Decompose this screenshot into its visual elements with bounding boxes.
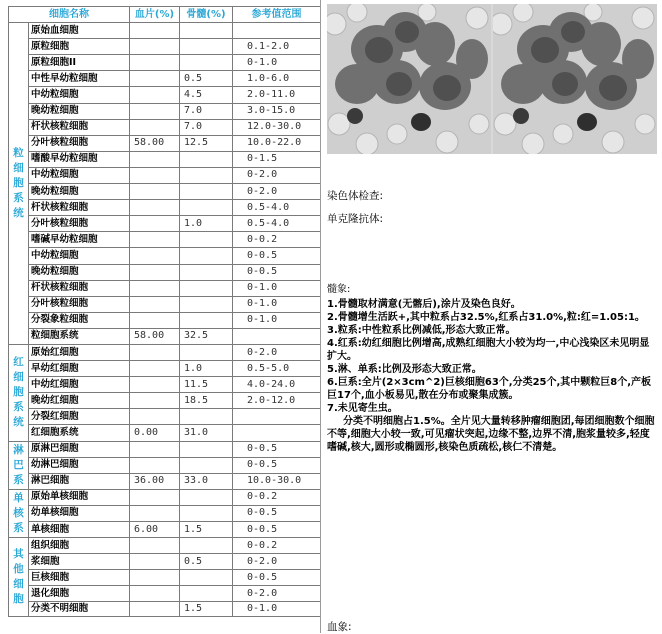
cell-name: 晚幼粒细胞: [29, 264, 130, 280]
table-row: [9, 248, 321, 264]
table-row: [9, 570, 321, 586]
cell-reference-range: 10.0-30.0: [233, 473, 321, 489]
cell-reference-range: 0-0.2: [233, 489, 321, 505]
micrograph-image-right: [493, 4, 657, 154]
cell-marrow-percent: [180, 39, 233, 55]
table-row: [9, 264, 321, 280]
cell-name: 分裂红细胞: [29, 409, 130, 425]
chromosome-exam-label: 染色体检查:: [327, 190, 384, 202]
cell-blood-percent: [130, 505, 180, 521]
cell-name: 分叶核粒细胞: [29, 216, 130, 232]
cell-marrow-percent: [180, 586, 233, 602]
cell-reference-range: 12.0-30.0: [233, 119, 321, 135]
finding-item: 7.未见寄生虫。: [327, 403, 398, 414]
cell-reference-range: 0-0.5: [233, 264, 321, 280]
cell-name: 原始单核细胞: [29, 489, 130, 505]
cell-reference-range: 0-0.2: [233, 538, 321, 554]
cell-marrow-percent: [180, 570, 233, 586]
cell-blood-percent: 36.00: [130, 473, 180, 489]
header-blood-percent: 血片(%): [130, 7, 180, 23]
cell-name: 中性早幼粒细胞: [29, 71, 130, 87]
cell-marrow-percent: [180, 23, 233, 39]
cell-marrow-percent: [180, 280, 233, 296]
report-right-panel: [320, 0, 662, 633]
table-row: [9, 393, 321, 409]
cell-marrow-percent: 1.5: [180, 602, 233, 617]
cell-blood-percent: 6.00: [130, 522, 180, 538]
cell-marrow-percent: [180, 441, 233, 457]
cell-blood-percent: 58.00: [130, 328, 180, 344]
table-row: [9, 489, 321, 505]
cell-marrow-percent: 31.0: [180, 425, 233, 441]
cell-blood-percent: [130, 232, 180, 248]
cell-reference-range: 0-2.0: [233, 554, 321, 570]
cell-name: 分叶核粒细胞: [29, 135, 130, 151]
cell-blood-percent: [130, 55, 180, 71]
cell-name: 分裂象粒细胞: [29, 312, 130, 328]
finding-item: 2.骨髓增生活跃+,其中粒系占32.5%,红系占31.0%,粒:红=1.05:1。: [327, 312, 645, 323]
cell-blood-percent: [130, 103, 180, 119]
cell-blood-percent: [130, 538, 180, 554]
cell-marrow-percent: [180, 489, 233, 505]
table-row: [9, 328, 321, 344]
cell-name: 早幼红细胞: [29, 361, 130, 377]
cell-blood-percent: 58.00: [130, 135, 180, 151]
table-row: [9, 361, 321, 377]
cell-reference-range: 0.5-5.0: [233, 361, 321, 377]
table-row: [9, 280, 321, 296]
finding-summary: 分类不明细胞占1.5%。全片见大量转移肿瘤细胞团,每团细胞数个细胞不等,细胞大小较一致,可见瘤状突起,边缘不整,边界不清,胞浆量较多,轻度嗜碱,核大,圆形或椭圆形,核染色质疏松,核仁不清楚。: [327, 416, 655, 453]
cell-blood-percent: [130, 393, 180, 409]
cell-blood-percent: [130, 409, 180, 425]
table-row: [9, 296, 321, 312]
cell-name: 分类不明细胞: [29, 602, 130, 617]
cell-name: 中幼红细胞: [29, 377, 130, 393]
finding-item: 1.骨髓取材满意(无髂后),涂片及染色良好。: [327, 299, 521, 310]
table-row: [9, 71, 321, 87]
table-row: [9, 151, 321, 167]
bone-marrow-micrographs: [327, 4, 657, 154]
cell-name: 粒细胞系统: [29, 328, 130, 344]
cell-blood-percent: [130, 71, 180, 87]
table-row: [9, 216, 321, 232]
cell-reference-range: 0-1.0: [233, 55, 321, 71]
blood-picture-label: 血象:: [327, 621, 352, 633]
cell-reference-range: 2.0-12.0: [233, 393, 321, 409]
cell-name: 原始血细胞: [29, 23, 130, 39]
cell-count-table: [8, 6, 321, 617]
cell-name: 中幼粒细胞: [29, 167, 130, 183]
cell-marrow-percent: [180, 167, 233, 183]
cell-reference-range: 0.1-2.0: [233, 39, 321, 55]
cell-name: 嗜酸早幼粒细胞: [29, 151, 130, 167]
table-row: [9, 135, 321, 151]
cell-blood-percent: [130, 312, 180, 328]
cell-blood-percent: 0.00: [130, 425, 180, 441]
cell-reference-range: [233, 328, 321, 344]
monoclonal-antibody-label: 单克隆抗体:: [327, 213, 384, 225]
cell-marrow-percent: 7.0: [180, 103, 233, 119]
table-row: [9, 473, 321, 489]
cell-marrow-percent: [180, 505, 233, 521]
cell-blood-percent: [130, 280, 180, 296]
cell-reference-range: 2.0-11.0: [233, 87, 321, 103]
cell-name: 原始红细胞: [29, 344, 130, 360]
cell-blood-percent: [130, 216, 180, 232]
cell-blood-percent: [130, 151, 180, 167]
cell-reference-range: 0-1.0: [233, 280, 321, 296]
cell-marrow-percent: 0.5: [180, 71, 233, 87]
cell-reference-range: 0-1.0: [233, 602, 321, 617]
table-row: [9, 200, 321, 216]
header-marrow-percent: 骨髓(%): [180, 7, 233, 23]
cell-blood-percent: [130, 200, 180, 216]
cell-reference-range: 4.0-24.0: [233, 377, 321, 393]
cell-marrow-percent: 4.5: [180, 87, 233, 103]
table-row: [9, 522, 321, 538]
cell-marrow-percent: 7.0: [180, 119, 233, 135]
cell-reference-range: 0-1.5: [233, 151, 321, 167]
group-label-granulocyte: 粒 细 胞 系 统: [9, 23, 29, 345]
cell-reference-range: 10.0-22.0: [233, 135, 321, 151]
cell-name: 杆状核粒细胞: [29, 119, 130, 135]
cell-reference-range: 3.0-15.0: [233, 103, 321, 119]
cell-name: 幼淋巴细胞: [29, 457, 130, 473]
cell-blood-percent: [130, 457, 180, 473]
cell-blood-percent: [130, 377, 180, 393]
cell-marrow-percent: [180, 55, 233, 71]
cell-blood-percent: [130, 586, 180, 602]
cell-name: 淋巴细胞: [29, 473, 130, 489]
cell-marrow-percent: 33.0: [180, 473, 233, 489]
cell-marrow-percent: [180, 264, 233, 280]
table-row: [9, 87, 321, 103]
cell-name: 分叶核粒细胞: [29, 296, 130, 312]
cell-marrow-percent: [180, 344, 233, 360]
finding-item: 4.红系:幼红细胞比例增高,成熟红细胞大小较为均一,中心浅染区未见明显扩大。: [327, 338, 650, 362]
cell-reference-range: 0-0.2: [233, 232, 321, 248]
cell-blood-percent: [130, 441, 180, 457]
table-row: [9, 184, 321, 200]
cell-marrow-percent: [180, 151, 233, 167]
cell-marrow-percent: [180, 184, 233, 200]
cell-reference-range: 0-2.0: [233, 184, 321, 200]
cell-reference-range: 0-1.0: [233, 296, 321, 312]
group-label-erythroid: 红 细 胞 系 统: [9, 344, 29, 441]
cell-name: 退化细胞: [29, 586, 130, 602]
micrograph-image-left: [327, 4, 491, 154]
cell-blood-percent: [130, 167, 180, 183]
table-header-row: [9, 7, 321, 23]
cell-name: 巨核细胞: [29, 570, 130, 586]
cell-name: 红细胞系统: [29, 425, 130, 441]
marrow-findings: [327, 283, 657, 454]
cell-marrow-percent: 1.5: [180, 522, 233, 538]
cell-reference-range: [233, 409, 321, 425]
table-row: [9, 425, 321, 441]
table-row: [9, 554, 321, 570]
cell-reference-range: 0-0.5: [233, 570, 321, 586]
table-row: [9, 377, 321, 393]
cell-reference-range: 0-2.0: [233, 586, 321, 602]
table-row: [9, 103, 321, 119]
cell-reference-range: 0-0.5: [233, 441, 321, 457]
cell-marrow-percent: 12.5: [180, 135, 233, 151]
cell-reference-range: [233, 425, 321, 441]
cell-blood-percent: [130, 23, 180, 39]
cell-blood-percent: [130, 248, 180, 264]
cell-name: 晚幼粒细胞: [29, 103, 130, 119]
cell-name: 杆状核粒细胞: [29, 280, 130, 296]
cell-marrow-percent: [180, 312, 233, 328]
table-row: [9, 602, 321, 617]
table-row: [9, 23, 321, 39]
cell-marrow-percent: [180, 538, 233, 554]
table-row: [9, 586, 321, 602]
cell-name: 晚幼粒细胞: [29, 184, 130, 200]
cell-reference-range: 0-0.5: [233, 522, 321, 538]
cell-name: 晚幼红细胞: [29, 393, 130, 409]
cell-blood-percent: [130, 87, 180, 103]
group-label-lymphoid: 淋 巴 系: [9, 441, 29, 489]
cell-marrow-percent: [180, 457, 233, 473]
table-row: [9, 232, 321, 248]
table-row: [9, 119, 321, 135]
finding-item: 3.粒系:中性粒系比例减低,形态大致正常。: [327, 325, 516, 336]
cell-name: 嗜碱早幼粒细胞: [29, 232, 130, 248]
cell-marrow-percent: [180, 200, 233, 216]
cell-name: 浆细胞: [29, 554, 130, 570]
table-row: [9, 457, 321, 473]
cell-reference-range: [233, 23, 321, 39]
cell-blood-percent: [130, 570, 180, 586]
header-cell-name: 细胞名称: [9, 7, 130, 23]
cell-blood-percent: [130, 39, 180, 55]
cell-marrow-percent: [180, 296, 233, 312]
cell-name: 原粒细胞II: [29, 55, 130, 71]
cell-marrow-percent: 32.5: [180, 328, 233, 344]
cell-name: 组织细胞: [29, 538, 130, 554]
cell-blood-percent: [130, 119, 180, 135]
cell-name: 原淋巴细胞: [29, 441, 130, 457]
cell-marrow-percent: 11.5: [180, 377, 233, 393]
table-row: [9, 505, 321, 521]
cell-reference-range: 0-0.5: [233, 248, 321, 264]
cell-name: 杆状核粒细胞: [29, 200, 130, 216]
cell-reference-range: 0-0.5: [233, 505, 321, 521]
cell-reference-range: 0.5-4.0: [233, 216, 321, 232]
cell-name: 中幼粒细胞: [29, 248, 130, 264]
cell-blood-percent: [130, 361, 180, 377]
cell-reference-range: 0-2.0: [233, 167, 321, 183]
cell-marrow-percent: [180, 232, 233, 248]
cell-blood-percent: [130, 554, 180, 570]
table-row: [9, 167, 321, 183]
cell-name: 单核细胞: [29, 522, 130, 538]
cell-reference-range: 1.0-6.0: [233, 71, 321, 87]
cell-marrow-percent: 18.5: [180, 393, 233, 409]
cell-blood-percent: [130, 264, 180, 280]
cell-marrow-percent: [180, 248, 233, 264]
table-row: [9, 55, 321, 71]
table-row: [9, 409, 321, 425]
cell-name: 中幼粒细胞: [29, 87, 130, 103]
cell-reference-range: 0-2.0: [233, 344, 321, 360]
header-reference-range: 参考值范围: [233, 7, 321, 23]
cell-reference-range: 0.5-4.0: [233, 200, 321, 216]
finding-item: 6.巨系:全片(2×3cm^2)巨核细胞63个,分类25个,其中颗粒巨8个,产板巨17个,血小板易见,散在分布或聚集成簇。: [327, 377, 652, 401]
cell-reference-range: 0-1.0: [233, 312, 321, 328]
cell-marrow-percent: 1.0: [180, 361, 233, 377]
table-row: [9, 441, 321, 457]
finding-item: 5.淋、单系:比例及形态大致正常。: [327, 364, 482, 375]
cell-marrow-percent: 0.5: [180, 554, 233, 570]
cell-blood-percent: [130, 489, 180, 505]
cell-reference-range: 0-0.5: [233, 457, 321, 473]
group-label-other: 其 他 细 胞: [9, 538, 29, 617]
cell-blood-percent: [130, 184, 180, 200]
cell-blood-percent: [130, 602, 180, 617]
cell-blood-percent: [130, 344, 180, 360]
cell-name: 幼单核细胞: [29, 505, 130, 521]
table-row: [9, 344, 321, 360]
marrow-findings-title: 髓象:: [327, 284, 351, 295]
table-row: [9, 39, 321, 55]
cell-name: 原粒细胞: [29, 39, 130, 55]
cell-blood-percent: [130, 296, 180, 312]
cell-marrow-percent: 1.0: [180, 216, 233, 232]
table-body: [9, 23, 321, 617]
group-label-monocyte: 单 核 系: [9, 489, 29, 537]
table-row: [9, 312, 321, 328]
table-row: [9, 538, 321, 554]
cell-marrow-percent: [180, 409, 233, 425]
